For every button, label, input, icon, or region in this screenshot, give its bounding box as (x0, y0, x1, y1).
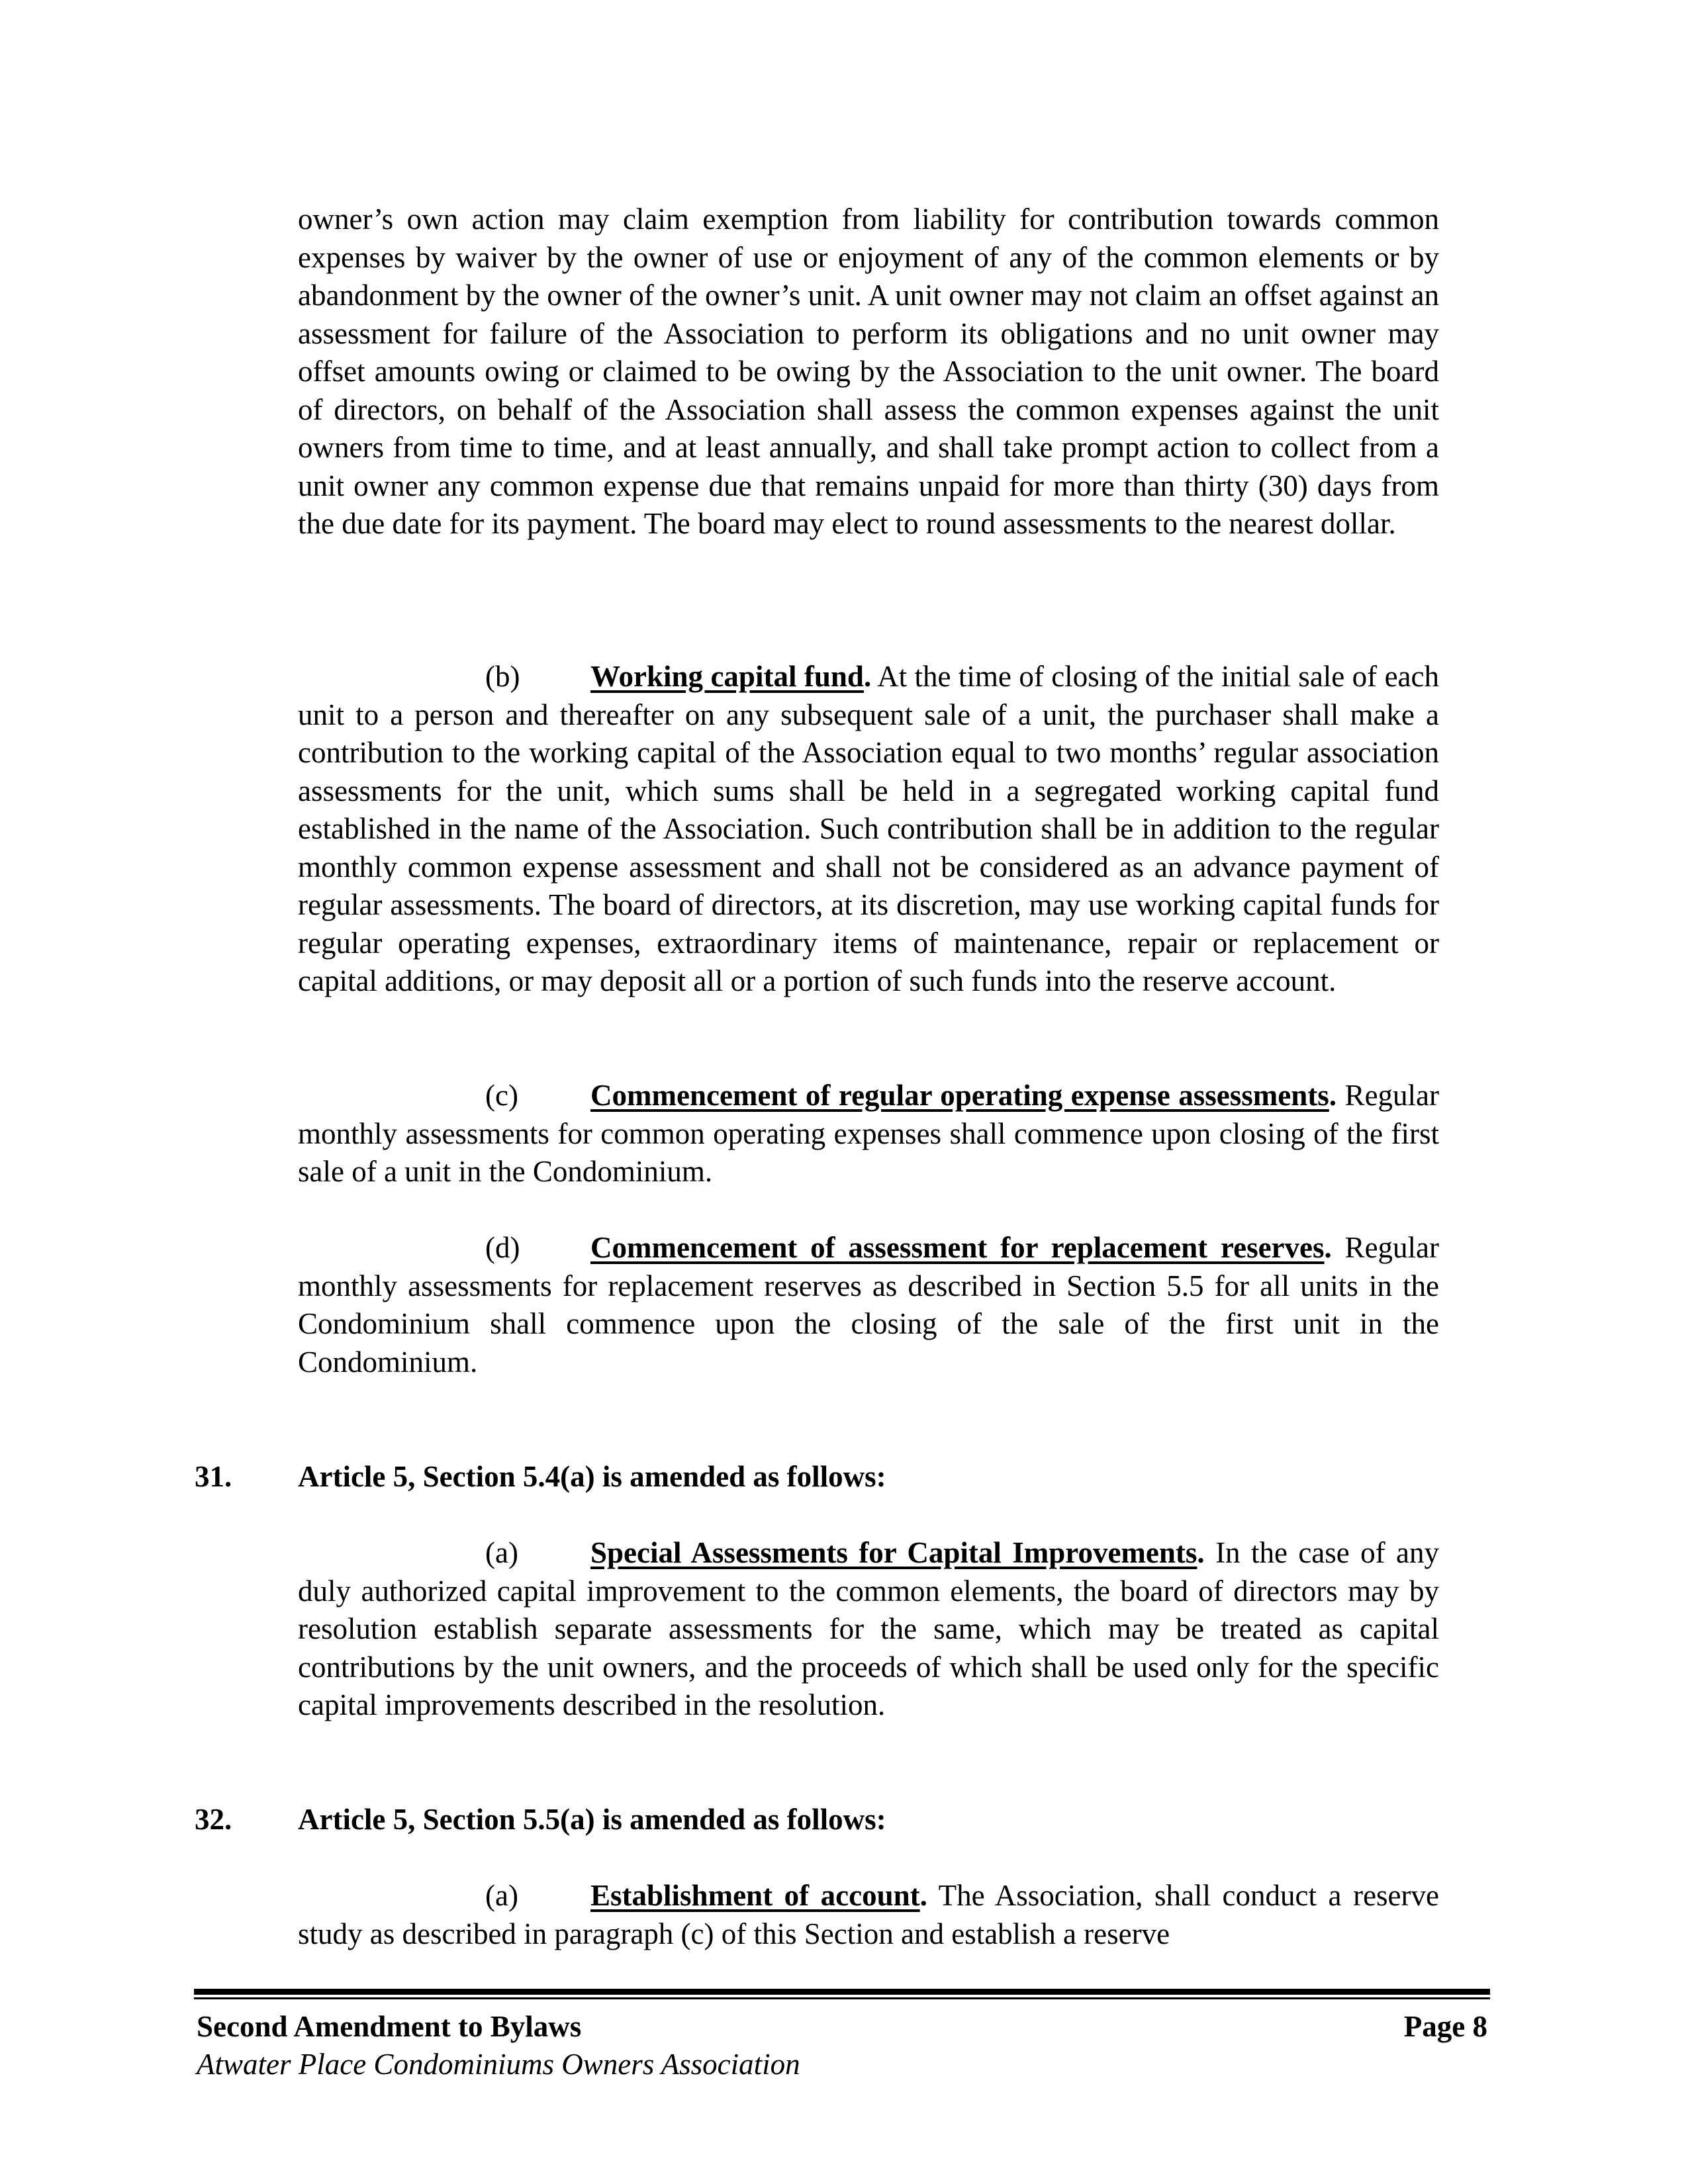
footer-page-number: Page 8 (1403, 2010, 1487, 2043)
subsection-text: In the case of any duly authorized capital improvement to the common elements, the board of directors may by resolution establish separate assessments for the same, which may be treated as capital contributions by the unit owners, and the proceeds of which shall be used only for the specific capital improvements described in the resolution. (298, 1536, 1440, 1721)
subsection-caption: Commencement of assessment for replacement reserves (590, 1231, 1325, 1264)
continuation-paragraph: owner’s own action may claim exemption from liability for contribution towards common expenses by waiver by the owner of use or enjoyment of any of the common elements or by abandonment by the owner of the owner’s unit. A unit owner may not claim an offset against an assessment for failure of the Association to perform its obligations and no unit owner may offset amounts owing or claimed to be owing by the Association to the unit owner. The board of directors, on behalf of the Association shall assess the common expenses against the unit owners from time to time, and at least annually, and shall take prompt action to collect from a unit owner any common expense due that remains unpaid for more than thirty (30) days from the due date for its payment. The board may elect to round assessments to the nearest dollar. (298, 203, 1439, 540)
footer-association-name: Atwater Place Condominiums Owners Association (197, 2048, 800, 2081)
section-heading-text: Article 5, Section 5.5(a) is amended as follows: (298, 1803, 886, 1836)
subsection-text: The Association, shall conduct a reserve study as described in paragraph (c) of this Section and establish a reserve (298, 1879, 1439, 1950)
subsection-caption: Commencement of regular operating expense assessments (590, 1079, 1329, 1112)
subsection-marker: (b) (485, 660, 520, 693)
footer-document-title: Second Amendment to Bylaws (197, 2010, 582, 2043)
subsection-c: (c) Commencement of regular operating expense assessments. Regular monthly assessments for common operating expenses shall commence upon closing of the first sale of a unit in the Condominium. (298, 1077, 1439, 1191)
subsection-caption: Working capital fund (590, 660, 864, 693)
subsection-marker: (a) (485, 1536, 518, 1569)
subsection-text: At the time of closing of the initial sale of each unit to a person and thereafter on any subsequent sale of a unit, the purchaser shall make a contribution to the working capital of the Association equal to two months’ regular association assessments for the unit, which sums shall be held in a segregated working capital fund established in the name of the Association. Such contribution shall be in addition to the regular monthly common expense assessment and shall not be considered as an advance payment of regular assessments. The board of directors, at its discretion, may use working capital funds for regular operating expenses, extraordinary items of maintenance, repair or replacement or capital additions, or may deposit all or a portion of such funds into the reserve account. (298, 660, 1439, 997)
footer-rule-thin (194, 1997, 1490, 1999)
subsection-text: Regular monthly assessments for replacement reserves as described in Section 5.5 for all units in the Condominium shall commence upon the closing of the sale of the first unit in the Condominium. (298, 1231, 1440, 1379)
section-31-subsection-a: (a) Special Assessments for Capital Improvements. In the case of any duly authorized capital improvement to the common elements, the board of directors may by resolution establish separate assessments for the same, which may be treated as capital contributions by the unit owners, and the proceeds of which shall be used only for the specific capital improvements described in the resolution. (298, 1534, 1439, 1725)
subsection-marker: (d) (485, 1231, 520, 1264)
subsection-b: (b) Working capital fund. At the time of closing of the initial sale of each unit to a person and thereafter on any subsequent sale of a unit, the purchaser shall make a contribution to the working capital of the Association equal to two months’ regular association assessments for the unit, which sums shall be held in a segregated working capital fund established in the name of the Association. Such contribution shall be in addition to the regular monthly common expense assessment and shall not be considered as an advance payment of regular assessments. The board of directors, at its discretion, may use working capital funds for regular operating expenses, extraordinary items of maintenance, repair or replacement or capital additions, or may deposit all or a portion of such funds into the reserve account. (298, 658, 1439, 1001)
subsection-d: (d) Commencement of assessment for replacement reserves. Regular monthly assessments for replacement reserves as described in Section 5.5 for all units in the Condominium shall commence upon the closing of the sale of the first unit in the Condominium. (298, 1229, 1439, 1381)
section-heading-text: Article 5, Section 5.4(a) is amended as follows: (298, 1460, 886, 1493)
subsection-caption: Establishment of account (590, 1879, 920, 1912)
subsection-text: Regular monthly assessments for common operating expenses shall commence upon closing of the first sale of a unit in the Condominium. (298, 1079, 1440, 1188)
section-number: 32. (195, 1803, 232, 1836)
subsection-marker: (c) (485, 1079, 518, 1112)
section-32-subsection-a: (a) Establishment of account. The Association, shall conduct a reserve study as described in paragraph (c) of this Section and establish a reserve (298, 1877, 1439, 1953)
footer-rule-thick (194, 1989, 1490, 1995)
section-number: 31. (195, 1460, 232, 1493)
subsection-caption: Special Assessments for Capital Improvements (590, 1536, 1197, 1569)
subsection-marker: (a) (485, 1879, 518, 1912)
section-32-heading (195, 1801, 1452, 1839)
section-31-heading (195, 1458, 1452, 1496)
